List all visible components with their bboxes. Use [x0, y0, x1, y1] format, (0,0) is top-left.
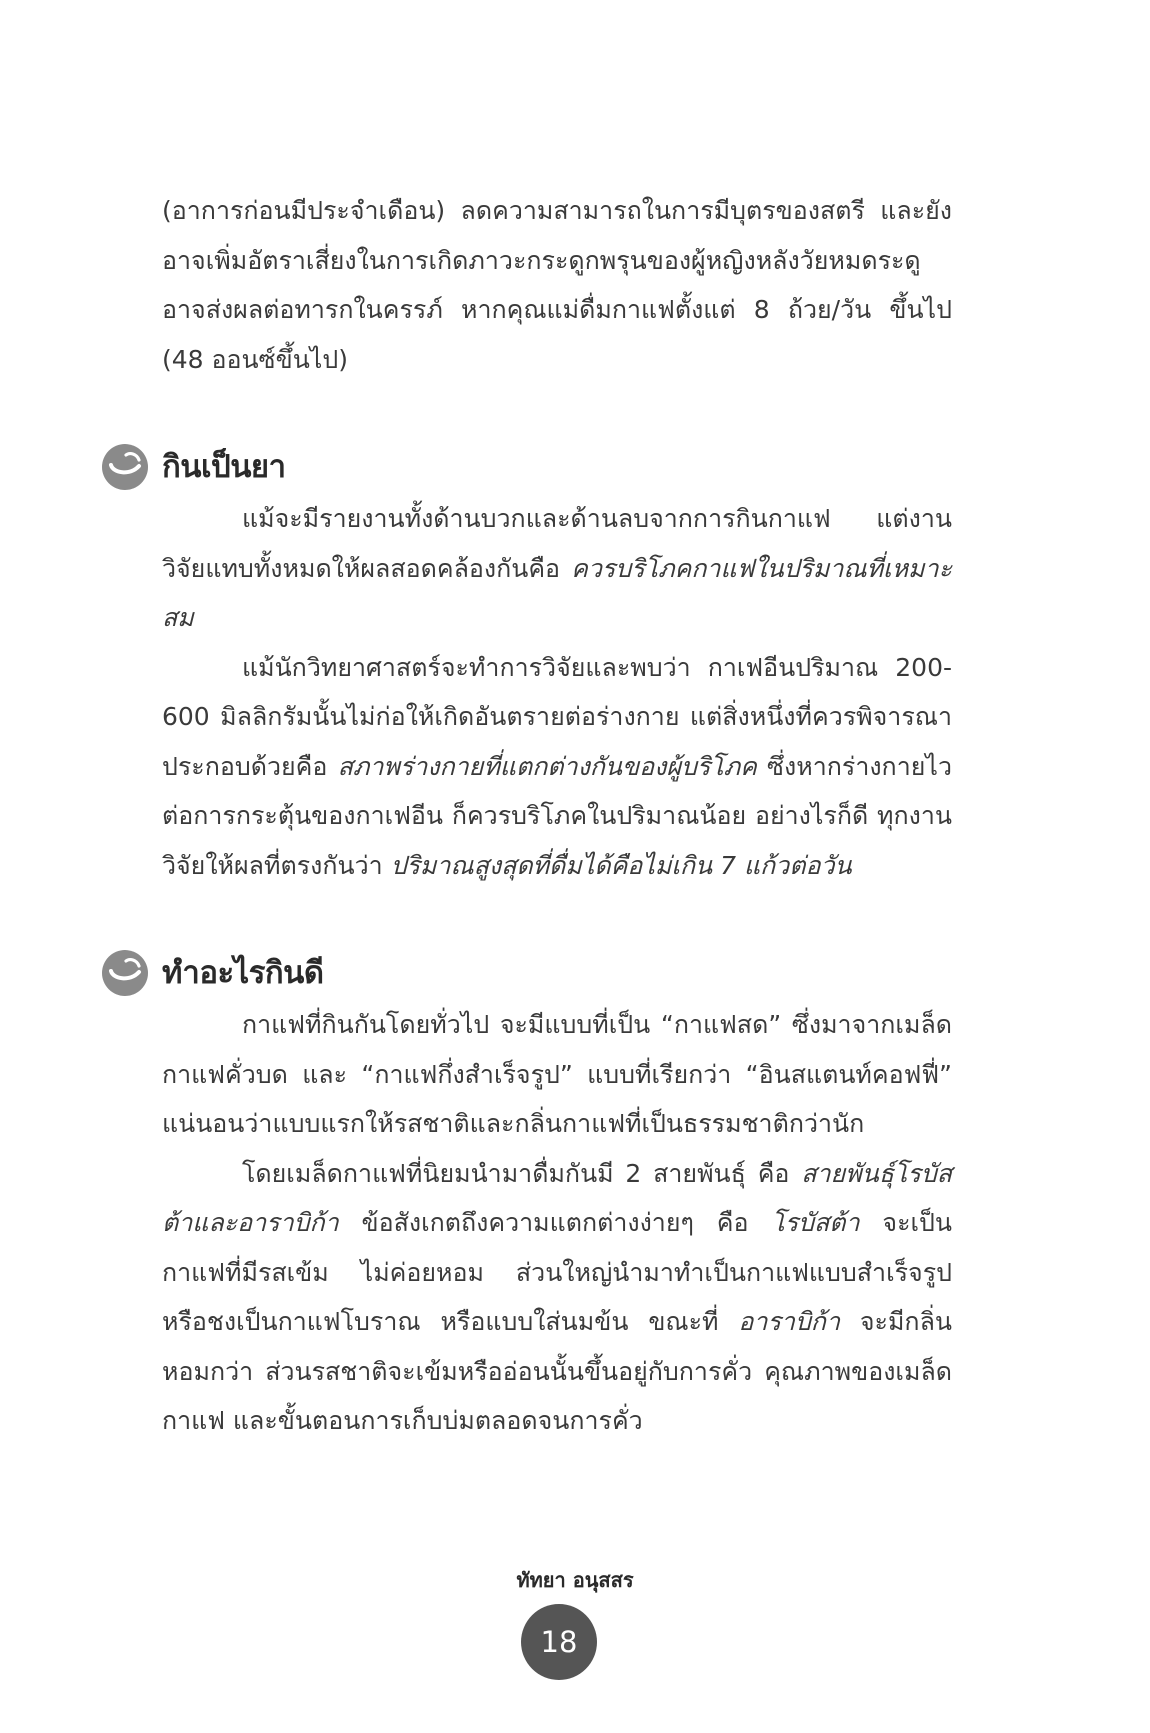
body-text: ข้อสังเกตถึงความแตกต่างง่ายๆ คือ [338, 1208, 772, 1237]
body-text: จะเป็นกาแฟที่มีรสเข้ม ไม่ค่อยหอม ส่วนใหญ่นำมาทำเป็นกาแฟแบบสำเร็จรูป หรือชงเป็นกาแฟโบราณ หรือแบบใส่นมข้น ขณะที่ [162, 1208, 952, 1336]
emphasis-text: สภาพร่างกายที่แตกต่างกันของผู้บริโภค [337, 751, 757, 781]
page-content [162, 186, 952, 1446]
author-name: ทัทยา อนุสสร [516, 1568, 634, 1592]
body-text: แม้จะมีรายงานทั้งด้านบวกและด้านลบจากการกินกาแฟ แต่งานวิจัยแทบทั้งหมดให้ผลสอดคล้องกันคือ [162, 504, 952, 583]
section-paragraph [162, 1000, 952, 1149]
body-text: ซึ่งหากร่างกายไวต่อการกระตุ้นของกาเฟอีน ก็ควรบริโภคในปริมาณน้อย อย่างไรก็ดี ทุกงานวิจัยให้ผลที่ตรงกันว่า [162, 751, 952, 880]
body-text: จะมีกลิ่นหอมกว่า ส่วนรสชาติจะเข้มหรืออ่อนนั้นขึ้นอยู่กับการคั่ว คุณภาพของเมล็ดกาแฟ และขั้นตอนการเก็บบ่มตลอดจนการคั่ว [162, 1307, 952, 1435]
section-title: ทำอะไรกินดี [162, 955, 324, 991]
body-text: (อาการก่อนมีประจำเดือน) ลดความสามารถในการมีบุตรของสตรี และยังอาจเพิ่มอัตราเสี่ยงในการเกิดภาวะกระดูกพรุนของผู้หญิงหลังวัยหมดระดู อาจส่งผลต่อทารกในครรภ์ หากคุณแม่ดื่มกาแฟตั้งแต่ 8 ถ้วย/วัน ขึ้นไป (48 ออนซ์ขึ้นไป) [162, 196, 952, 374]
section-heading [162, 948, 952, 998]
emphasis-text: ปริมาณสูงสุดที่ดื่มได้คือไม่เกิน 7 แก้วต่อวัน [390, 850, 852, 880]
emphasis-text: โรบัสต้า [771, 1208, 860, 1237]
intro-paragraph [162, 186, 952, 384]
body-text: กาแฟที่กินกันโดยทั่วไป จะมีแบบที่เป็น “กาแฟสด” ซึ่งมาจากเมล็ดกาแฟคั่วบด และ “กาแฟกึ่งสำเร็จรูป” แบบที่เรียกว่า “อินสแตนท์คอฟฟี่” แน่นอนว่าแบบแรกให้รสชาติและกลิ่นกาแฟที่เป็นธรรมชาติกว่านัก [162, 1010, 952, 1138]
body-text: แม้นักวิทยาศาสตร์จะทำการวิจัยและพบว่า กาเฟอีนปริมาณ 200-600 มิลลิกรัมนั้นไม่ก่อให้เกิดอันตรายต่อร่างกาย แต่สิ่งหนึ่งที่ควรพิจารณาประกอบด้วยคือ [162, 652, 952, 781]
emphasis-text: ควรบริโภคกาแฟในปริมาณที่เหมาะสม [162, 553, 952, 632]
body-text: โดยเมล็ดกาแฟที่นิยมนำมาดื่มกันมี 2 สายพันธุ์ คือ [242, 1158, 802, 1188]
section-heading [162, 442, 952, 492]
coffee-bean-icon [100, 948, 150, 998]
page-number-badge: 18 [521, 1604, 597, 1680]
section-paragraph [162, 643, 952, 891]
emphasis-text: อาราบิก้า [738, 1307, 840, 1336]
section-paragraph [162, 1149, 952, 1446]
emphasis-text: สายพันธุ์โรบัสต้าและอาราบิก้า [162, 1158, 952, 1237]
coffee-bean-icon [100, 442, 150, 492]
section-what-to-eat [162, 948, 952, 1446]
section-paragraph [162, 494, 952, 643]
section-title: กินเป็นยา [162, 449, 286, 485]
section-medicine [162, 442, 952, 890]
